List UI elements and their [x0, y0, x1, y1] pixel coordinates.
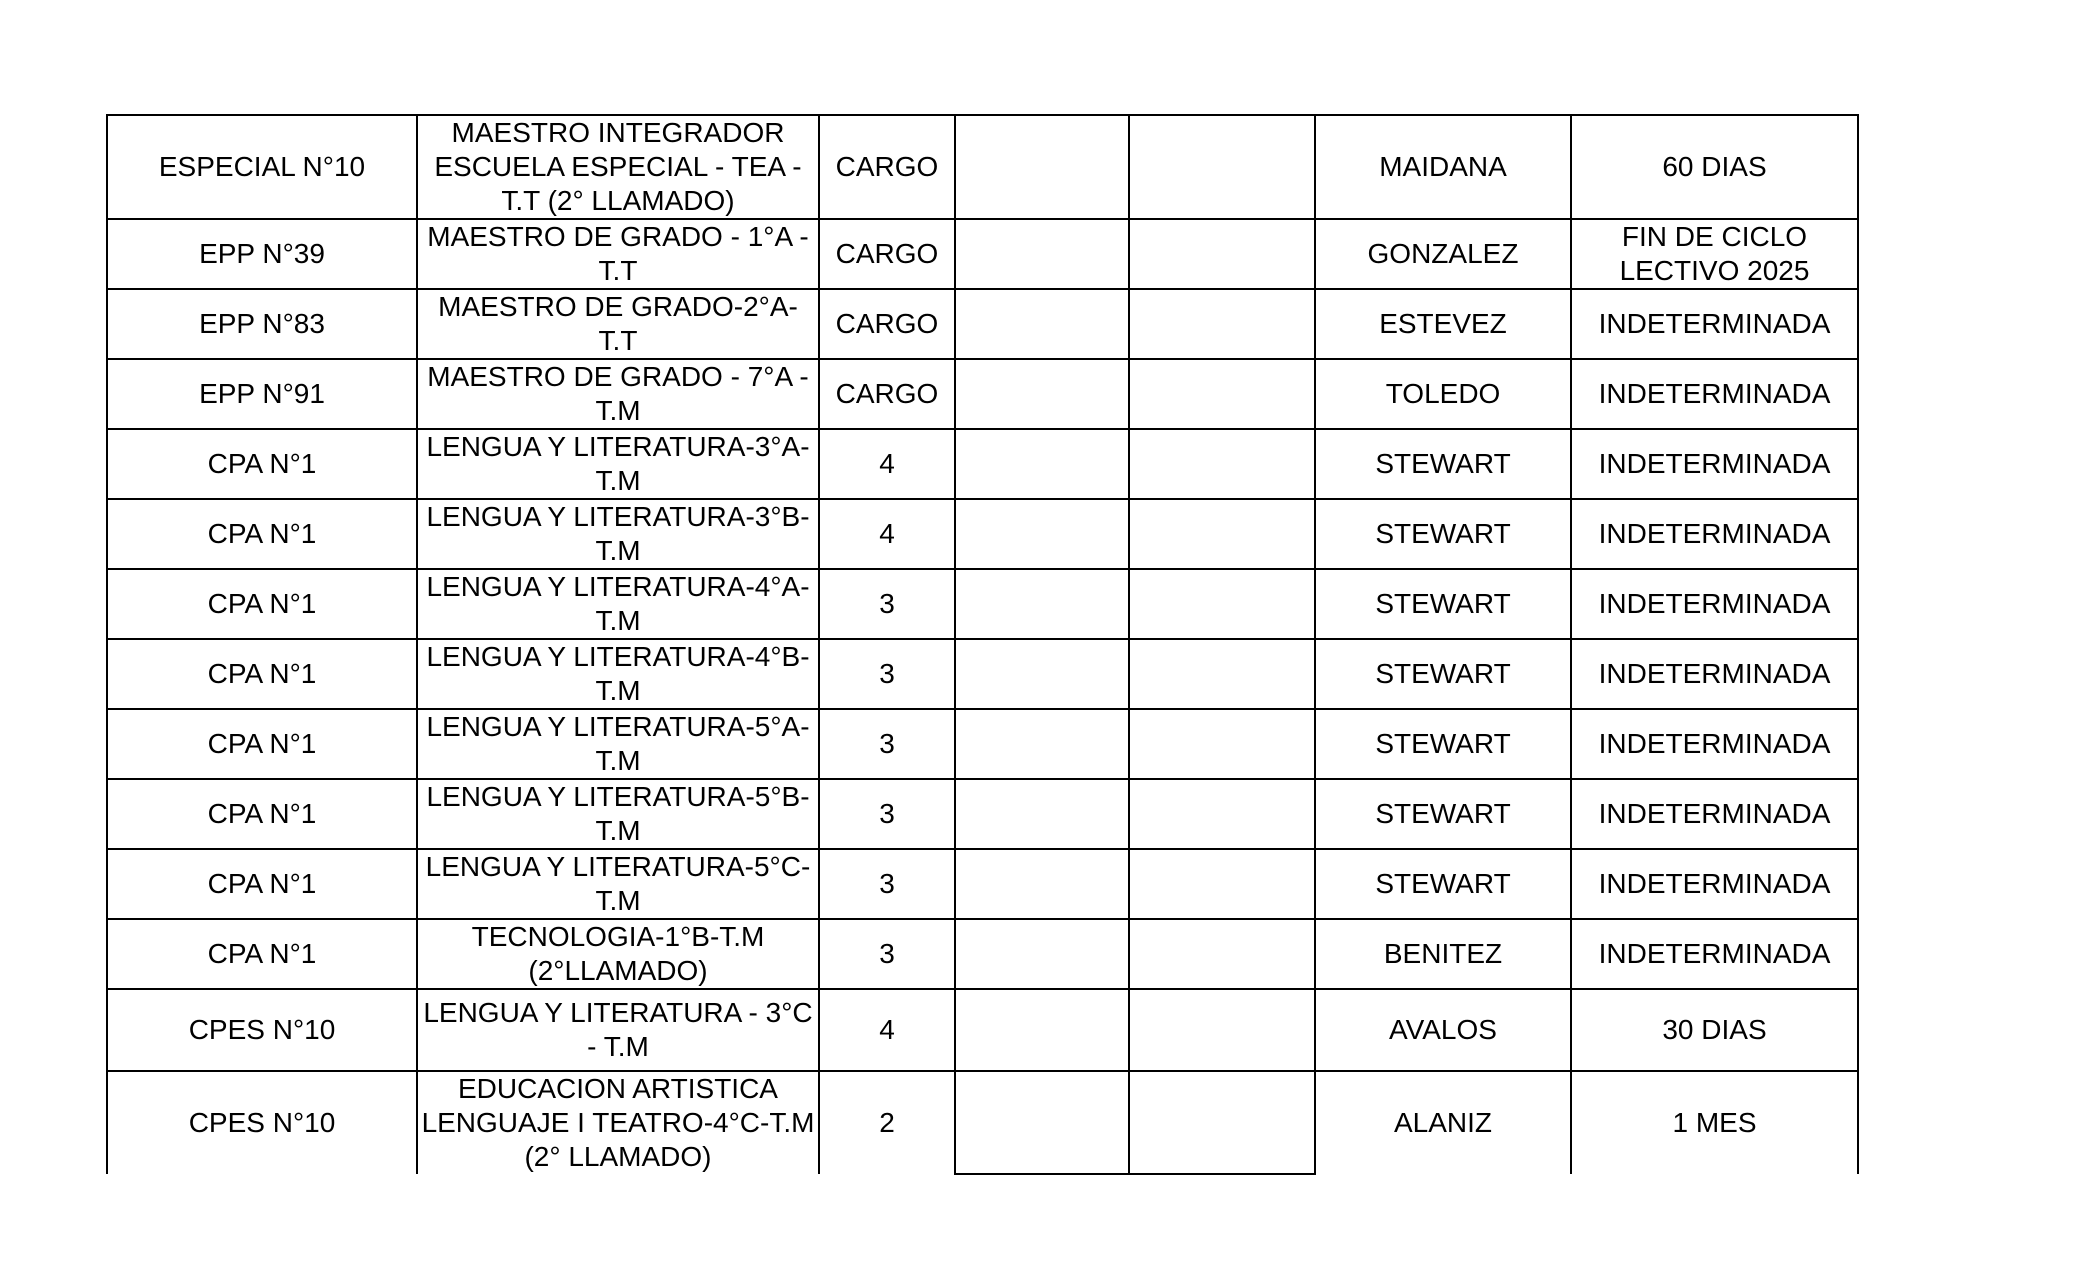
blank-cell-b	[1129, 989, 1315, 1071]
hours-cell: 3	[819, 639, 955, 709]
school-cell: EPP N°83	[107, 289, 417, 359]
table-row	[107, 429, 1858, 499]
blank-cell-b	[1129, 849, 1315, 919]
duration-cell: INDETERMINADA	[1571, 639, 1858, 709]
table-row	[107, 1071, 1858, 1174]
teacher-cell: BENITEZ	[1315, 919, 1571, 989]
blank-cell-a	[955, 569, 1129, 639]
blank-cell-a	[955, 639, 1129, 709]
teacher-cell: STEWART	[1315, 429, 1571, 499]
blank-cell-b	[1129, 115, 1315, 219]
blank-cell-b	[1129, 499, 1315, 569]
hours-cell: CARGO	[819, 359, 955, 429]
blank-cell-a	[955, 359, 1129, 429]
teacher-cell: ESTEVEZ	[1315, 289, 1571, 359]
table-row	[107, 289, 1858, 359]
hours-cell: 3	[819, 569, 955, 639]
position-cell: MAESTRO INTEGRADOR ESCUELA ESPECIAL - TEA - T.T (2° LLAMADO)	[417, 115, 819, 219]
table-row	[107, 219, 1858, 289]
blank-cell-a	[955, 499, 1129, 569]
blank-cell-a	[955, 919, 1129, 989]
position-cell: LENGUA Y LITERATURA - 3°C - T.M	[417, 989, 819, 1071]
hours-cell: 3	[819, 709, 955, 779]
table-body	[107, 115, 1858, 1174]
blank-cell-a	[955, 429, 1129, 499]
school-cell: ESPECIAL N°10	[107, 115, 417, 219]
hours-cell: 4	[819, 429, 955, 499]
school-cell: EPP N°91	[107, 359, 417, 429]
position-cell: MAESTRO DE GRADO-2°A-T.T	[417, 289, 819, 359]
school-cell: CPA N°1	[107, 919, 417, 989]
position-cell: LENGUA Y LITERATURA-4°B-T.M	[417, 639, 819, 709]
duration-cell: INDETERMINADA	[1571, 779, 1858, 849]
teacher-cell: STEWART	[1315, 779, 1571, 849]
hours-cell: 4	[819, 989, 955, 1071]
school-cell: CPA N°1	[107, 499, 417, 569]
blank-cell-a	[955, 849, 1129, 919]
blank-cell-a	[955, 989, 1129, 1071]
position-cell: MAESTRO DE GRADO - 1°A - T.T	[417, 219, 819, 289]
table-row	[107, 779, 1858, 849]
table-row	[107, 569, 1858, 639]
position-cell: LENGUA Y LITERATURA-3°B-T.M	[417, 499, 819, 569]
table-row	[107, 499, 1858, 569]
blank-cell-a	[955, 219, 1129, 289]
vacancy-table	[106, 114, 1859, 1175]
duration-cell: INDETERMINADA	[1571, 569, 1858, 639]
blank-cell-a	[955, 779, 1129, 849]
blank-cell-b	[1129, 919, 1315, 989]
school-cell: CPA N°1	[107, 849, 417, 919]
blank-cell-b	[1129, 219, 1315, 289]
table-row	[107, 989, 1858, 1071]
duration-cell: INDETERMINADA	[1571, 919, 1858, 989]
teacher-cell: STEWART	[1315, 849, 1571, 919]
position-cell: LENGUA Y LITERATURA-4°A-T.M	[417, 569, 819, 639]
position-cell: LENGUA Y LITERATURA-5°B-T.M	[417, 779, 819, 849]
position-cell: TECNOLOGIA-1°B-T.M (2°LLAMADO)	[417, 919, 819, 989]
duration-cell: INDETERMINADA	[1571, 359, 1858, 429]
teacher-cell: GONZALEZ	[1315, 219, 1571, 289]
hours-cell: 3	[819, 779, 955, 849]
position-cell: LENGUA Y LITERATURA-5°C-T.M	[417, 849, 819, 919]
school-cell: CPA N°1	[107, 779, 417, 849]
position-cell: MAESTRO DE GRADO - 7°A - T.M	[417, 359, 819, 429]
table-row	[107, 115, 1858, 219]
teacher-cell: ALANIZ	[1315, 1071, 1571, 1174]
teacher-cell: TOLEDO	[1315, 359, 1571, 429]
hours-cell: 2	[819, 1071, 955, 1174]
blank-cell-a	[955, 1071, 1129, 1174]
school-cell: CPA N°1	[107, 639, 417, 709]
duration-cell: INDETERMINADA	[1571, 429, 1858, 499]
hours-cell: 4	[819, 499, 955, 569]
blank-cell-b	[1129, 779, 1315, 849]
school-cell: CPA N°1	[107, 429, 417, 499]
table-row	[107, 919, 1858, 989]
table-row	[107, 359, 1858, 429]
table-row	[107, 639, 1858, 709]
duration-cell: INDETERMINADA	[1571, 499, 1858, 569]
teacher-cell: STEWART	[1315, 569, 1571, 639]
duration-cell: 30 DIAS	[1571, 989, 1858, 1071]
position-cell: LENGUA Y LITERATURA-3°A-T.M	[417, 429, 819, 499]
blank-cell-b	[1129, 639, 1315, 709]
hours-cell: 3	[819, 849, 955, 919]
duration-cell: FIN DE CICLO LECTIVO 2025	[1571, 219, 1858, 289]
blank-cell-b	[1129, 289, 1315, 359]
hours-cell: CARGO	[819, 219, 955, 289]
teacher-cell: AVALOS	[1315, 989, 1571, 1071]
blank-cell-b	[1129, 429, 1315, 499]
teacher-cell: STEWART	[1315, 709, 1571, 779]
school-cell: CPES N°10	[107, 989, 417, 1071]
hours-cell: CARGO	[819, 289, 955, 359]
school-cell: EPP N°39	[107, 219, 417, 289]
blank-cell-a	[955, 709, 1129, 779]
position-cell: EDUCACION ARTISTICA LENGUAJE I TEATRO-4°C-T.M (2° LLAMADO)	[417, 1071, 819, 1174]
teacher-cell: STEWART	[1315, 639, 1571, 709]
duration-cell: 1 MES	[1571, 1071, 1858, 1174]
school-cell: CPA N°1	[107, 569, 417, 639]
blank-cell-b	[1129, 359, 1315, 429]
hours-cell: CARGO	[819, 115, 955, 219]
duration-cell: INDETERMINADA	[1571, 289, 1858, 359]
duration-cell: INDETERMINADA	[1571, 849, 1858, 919]
blank-cell-a	[955, 115, 1129, 219]
school-cell: CPA N°1	[107, 709, 417, 779]
blank-cell-b	[1129, 709, 1315, 779]
blank-cell-b	[1129, 1071, 1315, 1174]
table-row	[107, 849, 1858, 919]
school-cell: CPES N°10	[107, 1071, 417, 1174]
duration-cell: 60 DIAS	[1571, 115, 1858, 219]
teacher-cell: STEWART	[1315, 499, 1571, 569]
duration-cell: INDETERMINADA	[1571, 709, 1858, 779]
blank-cell-b	[1129, 569, 1315, 639]
table-row	[107, 709, 1858, 779]
hours-cell: 3	[819, 919, 955, 989]
blank-cell-a	[955, 289, 1129, 359]
position-cell: LENGUA Y LITERATURA-5°A-T.M	[417, 709, 819, 779]
teacher-cell: MAIDANA	[1315, 115, 1571, 219]
